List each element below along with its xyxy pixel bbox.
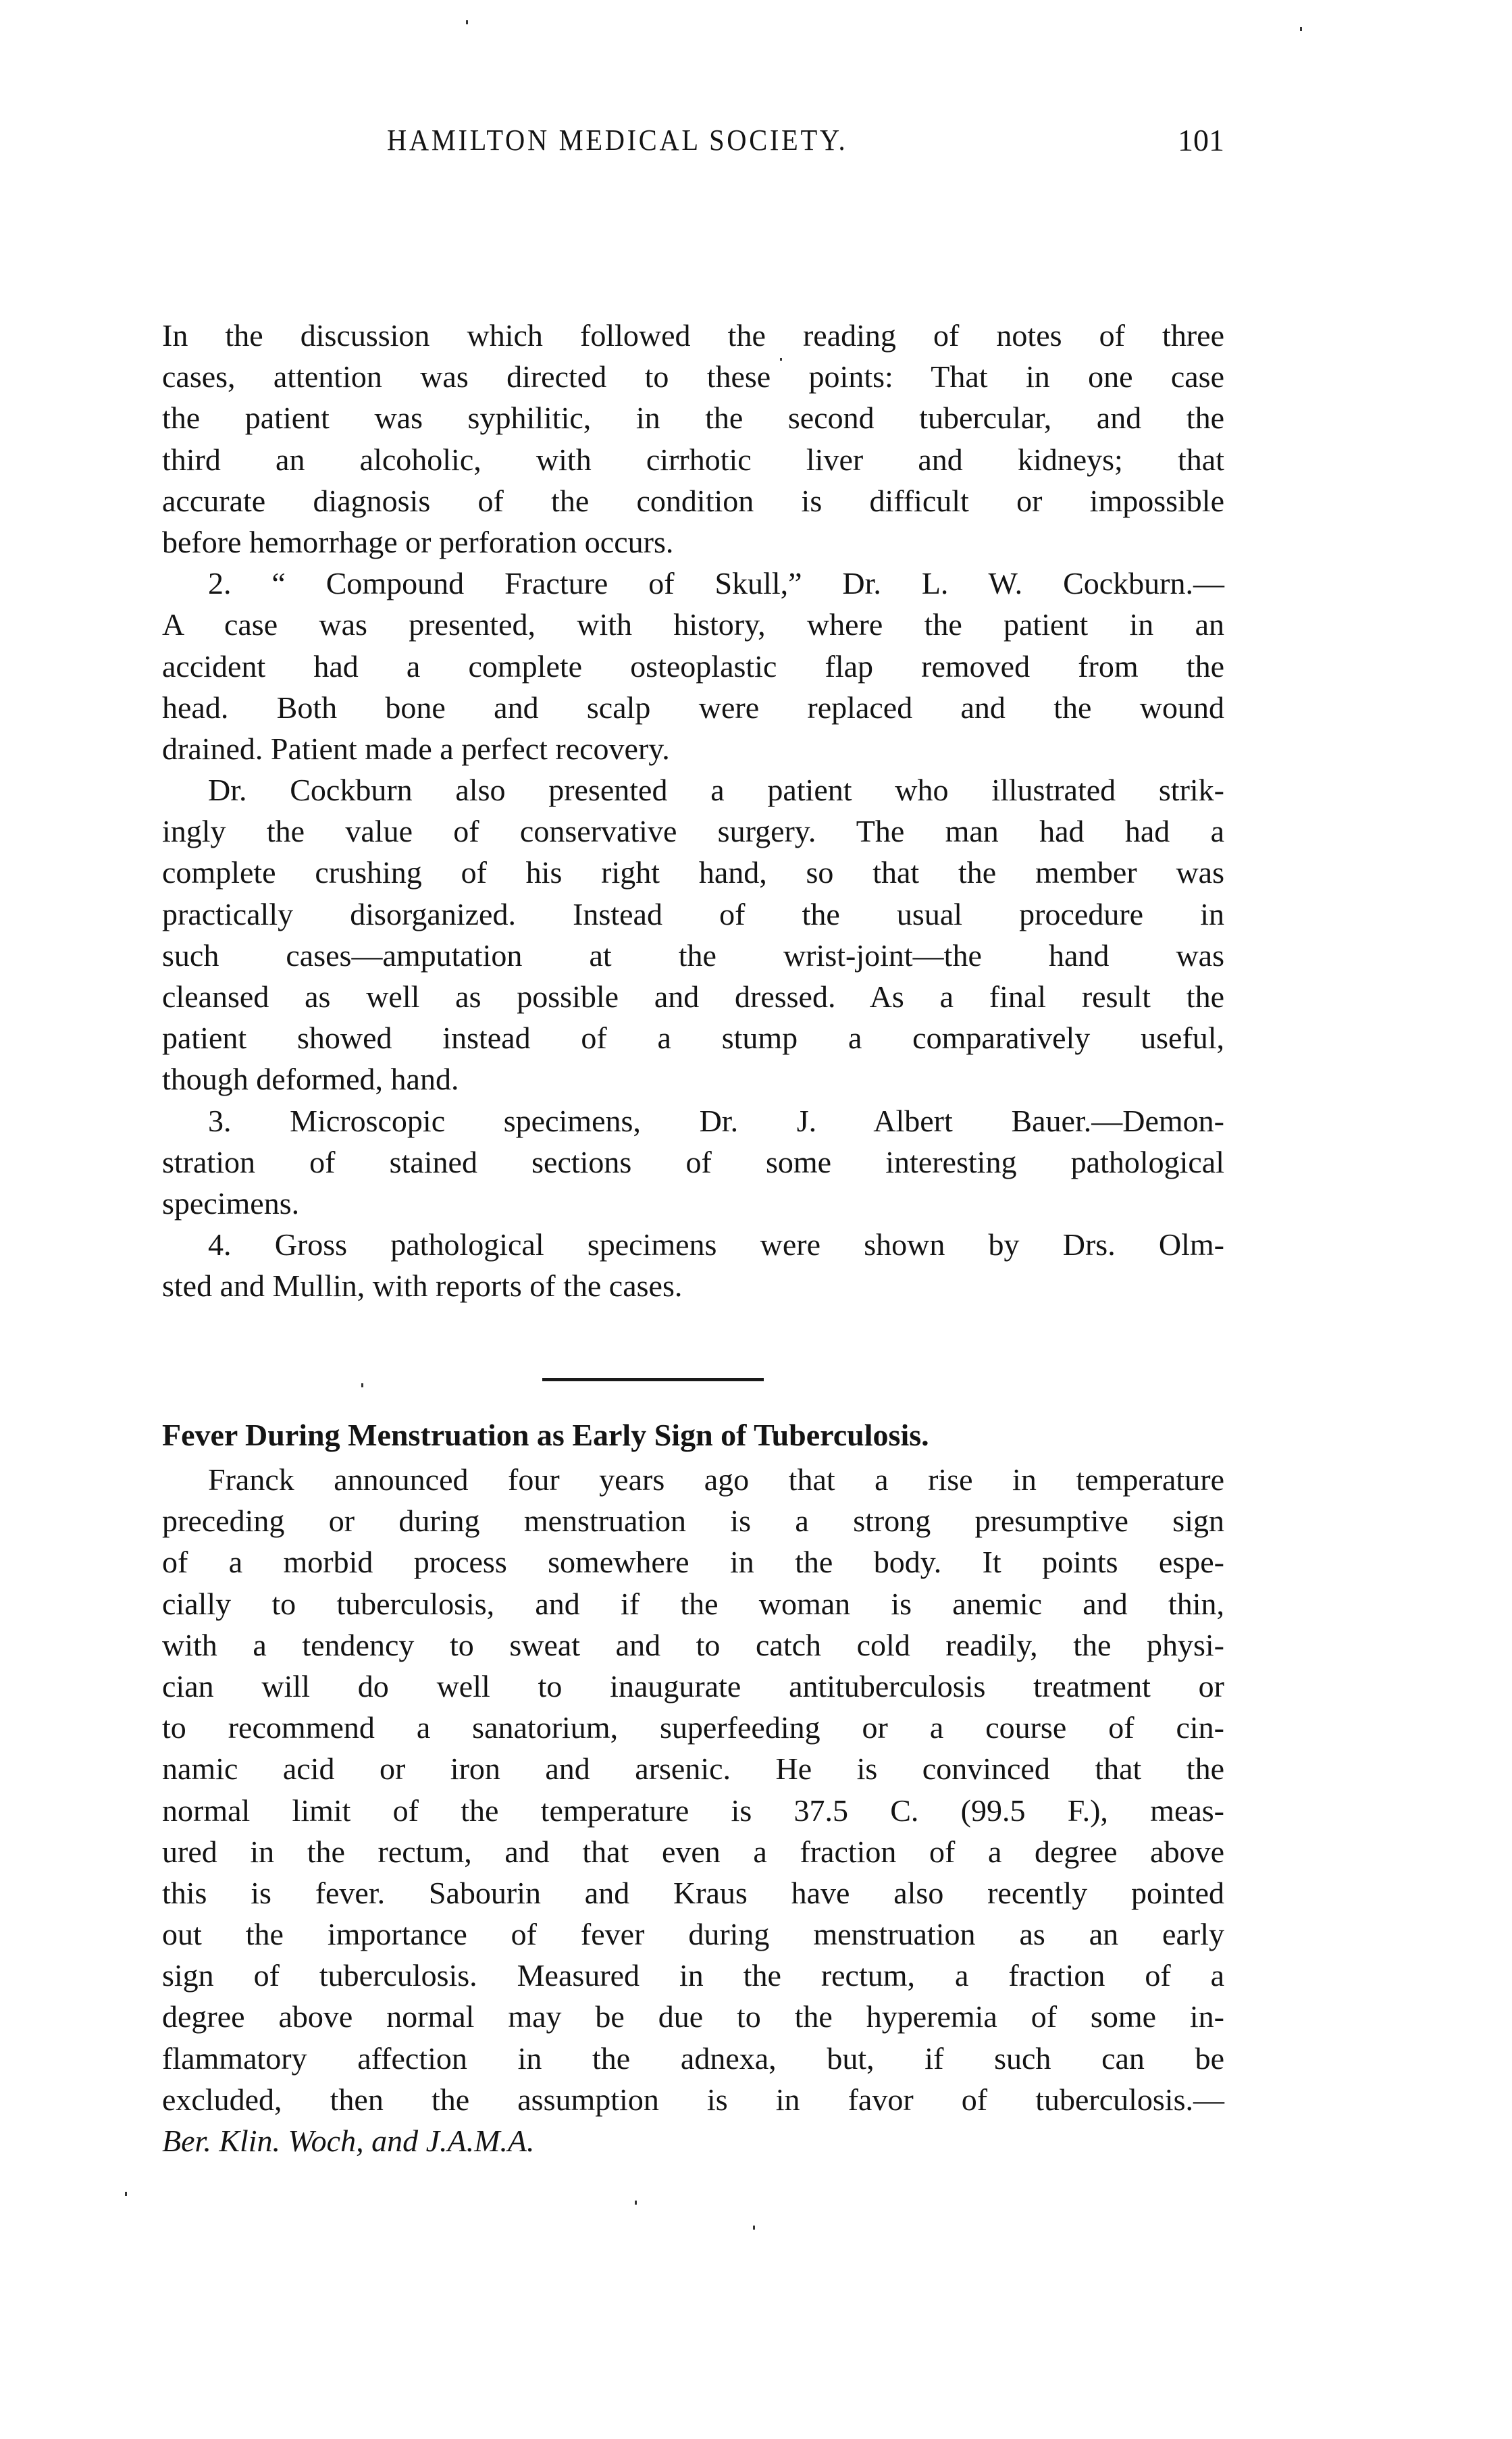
text-line: such cases—amputation at the wrist-joint—the hand was xyxy=(162,938,1224,973)
society-report-text xyxy=(162,315,1224,1307)
section-divider xyxy=(542,1378,764,1381)
scan-speck xyxy=(125,2192,127,2196)
running-title: HAMILTON MEDICAL SOCIETY. xyxy=(387,124,848,157)
text-line: third an alcoholic, with cirrhotic liver and kidneys; that xyxy=(162,442,1224,477)
text-line: before hemorrhage or perforation occurs. xyxy=(162,524,674,559)
text-line: complete crushing of his right hand, so that the member was xyxy=(162,855,1224,890)
text-line: A case was presented, with history, where the patient in an xyxy=(162,607,1224,642)
text-line: drained. Patient made a perfect recovery. xyxy=(162,731,670,766)
text-line: of a morbid process somewhere in the body. It points espe- xyxy=(162,1545,1224,1580)
text-line: ingly the value of conservative surgery. The man had had a xyxy=(162,814,1224,849)
list-item-3-title: 3. Microscopic specimens, Dr. J. Albert Bauer.—Demon- xyxy=(208,1103,1224,1138)
text-line: flammatory affection in the adnexa, but, if such can be xyxy=(162,2040,1224,2076)
scan-speck xyxy=(1300,27,1302,31)
text-line: cian will do well to inaugurate antituberculosis treatment or xyxy=(162,1668,1224,1703)
scan-speck xyxy=(466,20,468,24)
text-line: sign of tuberculosis. Measured in the rectum, a fraction of a xyxy=(162,1958,1224,1993)
text-line: though deformed, hand. xyxy=(162,1062,459,1097)
text-line: practically disorganized. Instead of the usual procedure in xyxy=(162,896,1224,931)
text-line: excluded, then the assumption is in favor of tuberculosis.— xyxy=(162,2082,1224,2117)
text-line: In the discussion which followed the reading of notes of three xyxy=(162,318,1224,353)
text-line: with a tendency to sweat and to catch cold readily, the physi- xyxy=(162,1627,1224,1662)
text-line: specimens. xyxy=(162,1185,300,1221)
text-line: Dr. Cockburn also presented a patient who illustrated strik- xyxy=(208,773,1224,808)
text-line: cleansed as well as possible and dressed. As a final result the xyxy=(162,979,1224,1014)
text-line: stration of stained sections of some interesting pathological xyxy=(162,1144,1224,1179)
list-item-4-title: 4. Gross pathological specimens were shown by Drs. Olm- xyxy=(208,1227,1224,1262)
running-head xyxy=(162,120,1224,161)
text-line: preceding or during menstruation is a strong presumptive sign xyxy=(162,1504,1224,1539)
scan-speck xyxy=(753,2226,755,2230)
text-line: to recommend a sanatorium, superfeeding or a course of cin- xyxy=(162,1710,1224,1745)
text-line: this is fever. Sabourin and Kraus have also recently pointed xyxy=(162,1875,1224,1910)
text-line: accident had a complete osteoplastic flap removed from the xyxy=(162,648,1224,684)
text-line: cases, attention was directed to these points: That in one case xyxy=(162,359,1224,394)
text-line: ured in the rectum, and that even a fraction of a degree above xyxy=(162,1834,1224,1869)
text-line: patient showed instead of a stump a comparatively useful, xyxy=(162,1021,1224,1056)
scan-speck xyxy=(635,2201,637,2205)
text-line: sted and Mullin, with reports of the cases. xyxy=(162,1268,683,1304)
text-line: cially to tuberculosis, and if the woman is anemic and thin, xyxy=(162,1586,1224,1621)
text-line: degree above normal may be due to the hyperemia of some in- xyxy=(162,1999,1224,2034)
text-line: Franck announced four years ago that a rise in temperature xyxy=(208,1462,1224,1497)
text-line: the patient was syphilitic, in the second tubercular, and the xyxy=(162,401,1224,436)
list-item-2-title: 2. “ Compound Fracture of Skull,” Dr. L. W. Cockburn.— xyxy=(208,566,1224,601)
citation: Ber. Klin. Woch, and J.A.M.A. xyxy=(162,2124,535,2158)
text-line: accurate diagnosis of the condition is difficult or impossible xyxy=(162,483,1224,518)
text-line: normal limit of the temperature is 37.5 C. (99.5 F.), meas- xyxy=(162,1793,1224,1828)
text-line: namic acid or iron and arsenic. He is convinced that the xyxy=(162,1751,1224,1787)
text-line: out the importance of fever during menstruation as an early xyxy=(162,1917,1224,1952)
article-heading: Fever During Menstruation as Early Sign of Tuberculosis. xyxy=(162,1418,929,1452)
article-body xyxy=(162,1459,1224,2161)
page-number: 101 xyxy=(1178,123,1224,157)
scan-speck xyxy=(361,1383,363,1387)
text-line: head. Both bone and scalp were replaced and the wound xyxy=(162,690,1224,725)
